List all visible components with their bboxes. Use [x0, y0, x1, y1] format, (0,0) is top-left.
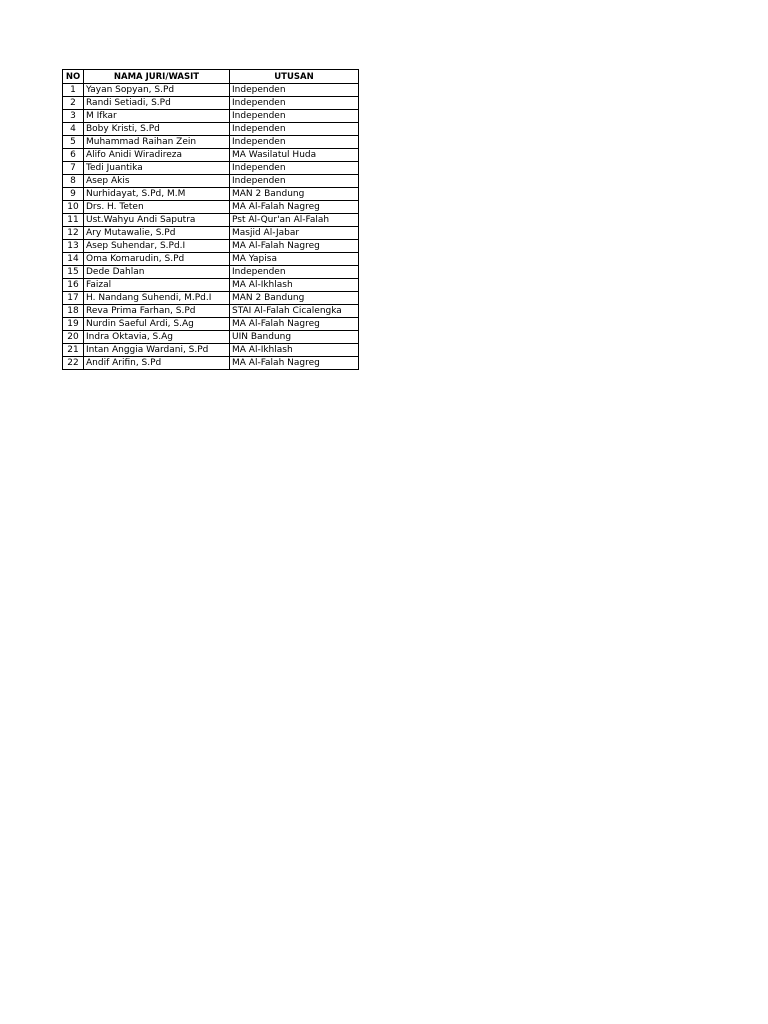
- cell-utusan: MA Al-Ikhlash: [230, 344, 359, 357]
- cell-utusan: MA Al-Falah Nagreg: [230, 357, 359, 370]
- table-row: [63, 201, 359, 214]
- table-row: [63, 253, 359, 266]
- cell-utusan: Independen: [230, 97, 359, 110]
- table-row: [63, 162, 359, 175]
- cell-name: Alifo Anidi Wiradireza: [84, 149, 230, 162]
- cell-no: 10: [63, 201, 84, 214]
- cell-no: 8: [63, 175, 84, 188]
- cell-no: 17: [63, 292, 84, 305]
- table-row: [63, 149, 359, 162]
- cell-name: H. Nandang Suhendi, M.Pd.I: [84, 292, 230, 305]
- cell-name: M Ifkar: [84, 110, 230, 123]
- table-row: [63, 136, 359, 149]
- table-row: [63, 318, 359, 331]
- cell-name: Randi Setiadi, S.Pd: [84, 97, 230, 110]
- cell-utusan: Independen: [230, 110, 359, 123]
- cell-no: 5: [63, 136, 84, 149]
- cell-utusan: MA Yapisa: [230, 253, 359, 266]
- cell-utusan: Masjid Al-Jabar: [230, 227, 359, 240]
- cell-no: 12: [63, 227, 84, 240]
- table-row: [63, 331, 359, 344]
- cell-utusan: Independen: [230, 123, 359, 136]
- cell-no: 3: [63, 110, 84, 123]
- cell-utusan: MA Al-Ikhlash: [230, 279, 359, 292]
- cell-name: Asep Suhendar, S.Pd.I: [84, 240, 230, 253]
- cell-no: 20: [63, 331, 84, 344]
- table-row: [63, 123, 359, 136]
- header-utusan: UTUSAN: [230, 70, 359, 84]
- cell-name: Intan Anggia Wardani, S.Pd: [84, 344, 230, 357]
- table-row: [63, 240, 359, 253]
- table-body: [63, 84, 359, 370]
- cell-name: Andif Arifin, S.Pd: [84, 357, 230, 370]
- cell-utusan: MA Al-Falah Nagreg: [230, 201, 359, 214]
- cell-no: 2: [63, 97, 84, 110]
- cell-utusan: Pst Al-Qur'an Al-Falah: [230, 214, 359, 227]
- cell-utusan: STAI Al-Falah Cicalengka: [230, 305, 359, 318]
- cell-no: 14: [63, 253, 84, 266]
- cell-utusan: Independen: [230, 84, 359, 97]
- cell-utusan: Independen: [230, 266, 359, 279]
- cell-no: 11: [63, 214, 84, 227]
- cell-utusan: UIN Bandung: [230, 331, 359, 344]
- cell-name: Asep Akis: [84, 175, 230, 188]
- cell-name: Nurdin Saeful Ardi, S.Ag: [84, 318, 230, 331]
- cell-no: 21: [63, 344, 84, 357]
- table-row: [63, 357, 359, 370]
- cell-no: 15: [63, 266, 84, 279]
- cell-name: Tedi Juantika: [84, 162, 230, 175]
- cell-no: 16: [63, 279, 84, 292]
- cell-no: 13: [63, 240, 84, 253]
- cell-name: Ust.Wahyu Andi Saputra: [84, 214, 230, 227]
- table-header: [63, 70, 359, 84]
- cell-name: Reva Prima Farhan, S.Pd: [84, 305, 230, 318]
- cell-utusan: MAN 2 Bandung: [230, 188, 359, 201]
- cell-utusan: MA Al-Falah Nagreg: [230, 240, 359, 253]
- cell-name: Drs. H. Teten: [84, 201, 230, 214]
- cell-no: 9: [63, 188, 84, 201]
- cell-name: Yayan Sopyan, S.Pd: [84, 84, 230, 97]
- cell-name: Dede Dahlan: [84, 266, 230, 279]
- cell-name: Faizal: [84, 279, 230, 292]
- cell-no: 1: [63, 84, 84, 97]
- cell-name: Ary Mutawalie, S.Pd: [84, 227, 230, 240]
- cell-no: 7: [63, 162, 84, 175]
- header-name: NAMA JURI/WASIT: [84, 70, 230, 84]
- header-row: [63, 70, 359, 84]
- cell-no: 19: [63, 318, 84, 331]
- cell-no: 22: [63, 357, 84, 370]
- cell-utusan: Independen: [230, 162, 359, 175]
- cell-name: Nurhidayat, S.Pd, M.M: [84, 188, 230, 201]
- table-row: [63, 279, 359, 292]
- cell-name: Oma Komarudin, S.Pd: [84, 253, 230, 266]
- cell-utusan: MA Al-Falah Nagreg: [230, 318, 359, 331]
- cell-name: Boby Kristi, S.Pd: [84, 123, 230, 136]
- table-row: [63, 344, 359, 357]
- cell-utusan: Independen: [230, 136, 359, 149]
- table-row: [63, 227, 359, 240]
- cell-utusan: MA Wasilatul Huda: [230, 149, 359, 162]
- table-row: [63, 110, 359, 123]
- cell-no: 4: [63, 123, 84, 136]
- cell-name: Muhammad Raihan Zein: [84, 136, 230, 149]
- table-row: [63, 266, 359, 279]
- cell-utusan: Independen: [230, 175, 359, 188]
- cell-utusan: MAN 2 Bandung: [230, 292, 359, 305]
- table-row: [63, 97, 359, 110]
- header-no: NO: [63, 70, 84, 84]
- table-row: [63, 214, 359, 227]
- table-row: [63, 292, 359, 305]
- cell-no: 18: [63, 305, 84, 318]
- table-row: [63, 305, 359, 318]
- table-row: [63, 188, 359, 201]
- table-row: [63, 175, 359, 188]
- cell-name: Indra Oktavia, S.Ag: [84, 331, 230, 344]
- jury-roster-table: [62, 69, 359, 370]
- table-row: [63, 84, 359, 97]
- cell-no: 6: [63, 149, 84, 162]
- spreadsheet-page: [62, 69, 359, 370]
